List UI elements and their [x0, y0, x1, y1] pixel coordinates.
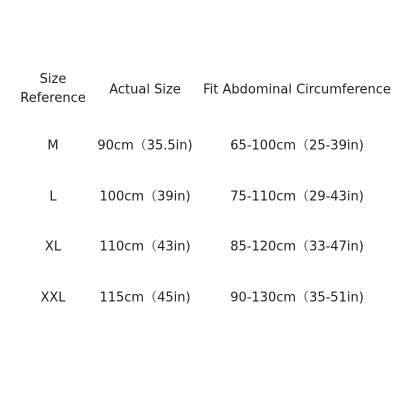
row-xxl-fit: 90-130cm（35-51in) [230, 290, 364, 306]
row-xxl-size: XXL [40, 290, 66, 306]
header-actual-size: Actual Size [109, 82, 181, 98]
row-m-fit: 65-100cm（25-39in) [230, 138, 364, 154]
header-size-line1: Size [39, 72, 67, 87]
row-xxl-actual: 115cm（45in) [99, 290, 191, 306]
row-m-size: M [47, 138, 59, 154]
row-m-actual: 90cm（35.5in) [97, 138, 193, 154]
header-fit-circumference: Fit Abdominal Circumference [203, 82, 391, 98]
row-l-size: L [49, 189, 57, 205]
row-xl-size: XL [44, 239, 62, 255]
row-l-actual: 100cm（39in) [99, 189, 191, 205]
row-l-fit: 75-110cm（29-43in) [230, 189, 364, 205]
header-size-reference [20, 70, 85, 108]
header-size-line2: Reference [20, 91, 86, 106]
row-xl-actual: 110cm（43in) [99, 239, 191, 255]
row-xl-fit: 85-120cm（33-47in) [230, 239, 364, 255]
